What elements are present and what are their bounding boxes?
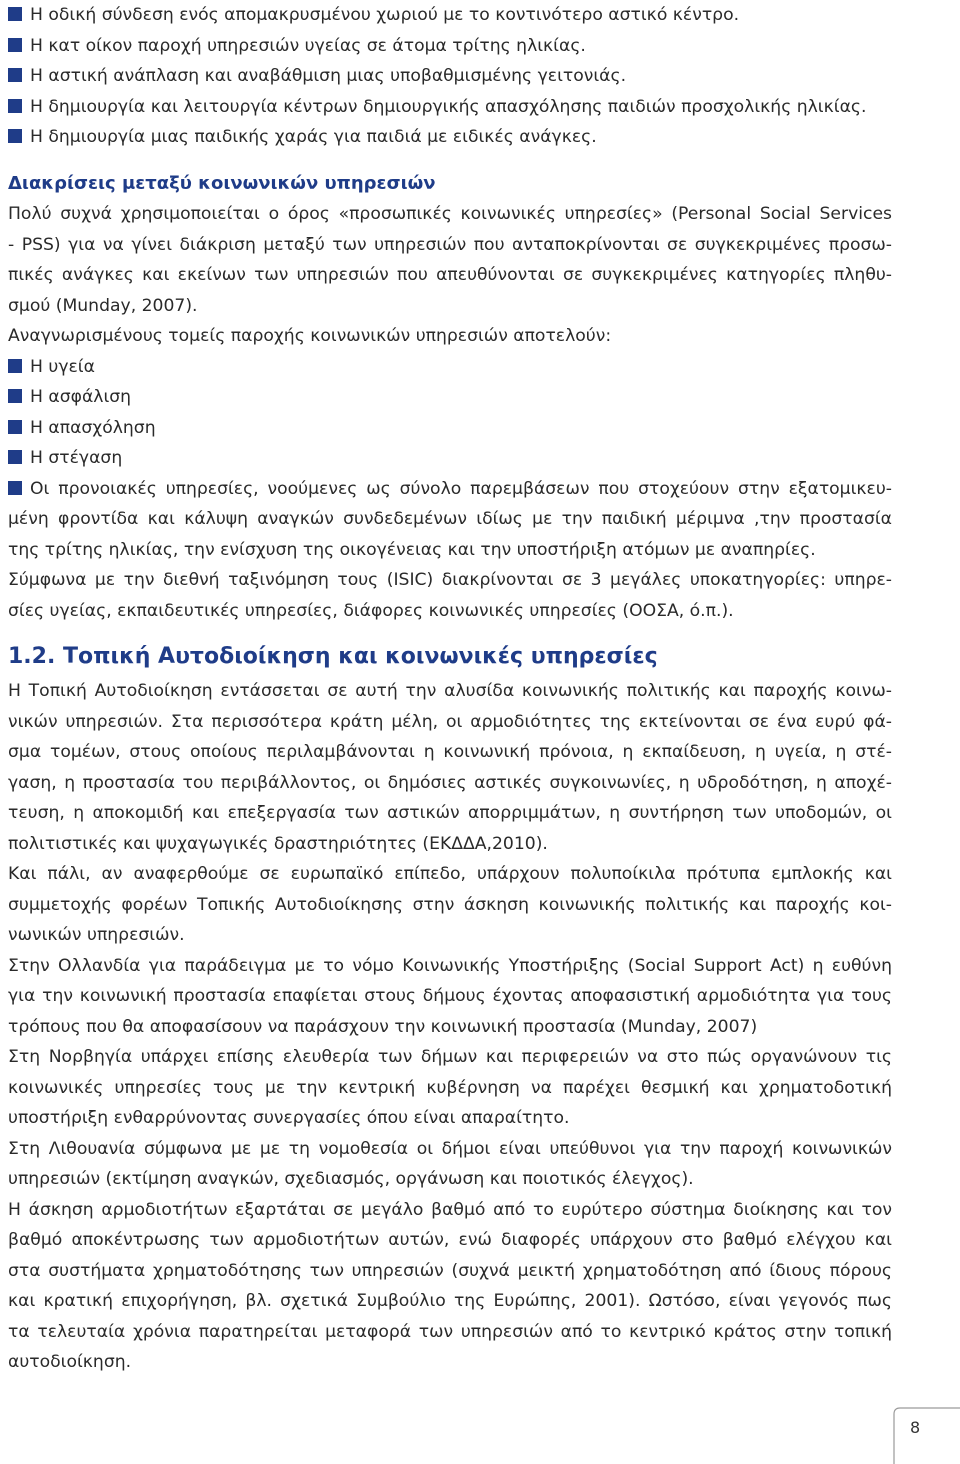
square-bullet-icon [8,420,22,434]
list-item: Η οδική σύνδεση ενός απομακρυσμένου χωριού με το κοντινότερο αστικό κέντρο. [8,0,892,31]
list-item: Η στέγαση [8,443,892,474]
paragraph-lithuania: Στη Λιθουανία σύμφωνα με με τη νομοθεσία οι δήμοι είναι υπεύθυνοι για την παροχή κοινωνικών υπηρεσιών (εκτίμηση αναγκών, σχεδιασμός, οργάνωση και ποιοτικός έλεγχος). [8,1138,892,1189]
paragraph-local-government: Η Τοπική Αυτοδιοίκηση εντάσσεται σε αυτή την αλυσίδα κοινωνικής πολιτικής και παροχής κοινω- νικών υπηρεσιών. Στα περισσότερα κράτη μέλη, οι αρμοδιότητες της εκτείνονται σε ένα ευρύ φά- σμα τομέων, στους οποίους περιλαμβάνονται η κοινωνική πρόνοια, η εκπαίδευση, η υγεία, η στέ- γαση, η προστασία του περιβάλλοντος, οι δημόσιες αστικές συγκοινωνίες, η υδροδότηση, η αποχέ- τευση, η αποκομιδή και επεξεργασία των αστικών απορριμμάτων, η συντήρηση των υποδομών, οι πολιτιστικές και ψυχαγωγικές δραστηριότητες (ΕΚΔΔΑ,2010). [8,681,892,854]
page-number-tab [880,1400,960,1464]
list-item: Η αστική ανάπλαση και αναβάθμιση μιας υποβαθμισμένης γειτονιάς. [8,61,892,92]
square-bullet-icon [8,481,22,495]
sector-bullet-list [8,352,892,566]
square-bullet-icon [8,129,22,143]
square-bullet-icon [8,38,22,52]
square-bullet-icon [8,99,22,113]
paragraph-norway: Στη Νορβηγία υπάρχει επίσης ελευθερία των δήμων και περιφερειών να στο πώς οργανώνουν τις κοινωνικές υπηρεσίες τους με την κεντρική κυβέρνηση να παρέχει θεσμική και χρηματοδοτική υποστήριξη ενθαρρύνοντας συνεργασίες όπου είναι απαραίτητο. [8,1047,892,1128]
list-item: Η κατ οίκον παροχή υπηρεσιών υγείας σε άτομα τρίτης ηλικίας. [8,31,892,62]
section-heading: Διακρίσεις μεταξύ κοινωνικών υπηρεσιών [8,172,436,194]
intro-bullet-list [8,0,892,153]
chapter-heading: 1.2. Τοπική Αυτοδιοίκηση και κοινωνικές υπηρεσίες [8,644,658,669]
square-bullet-icon [8,68,22,82]
page-number: 8 [910,1418,921,1437]
list-item: Η δημιουργία και λειτουργία κέντρων δημιουργικής απασχόλησης παιδιών προσχολικής ηλικίας. [8,92,892,123]
square-bullet-icon [8,450,22,464]
paragraph-isic: Σύμφωνα με την διεθνή ταξινόμηση τους (ISIC) διακρίνονται σε 3 μεγάλες υποκατηγορίες: υπηρε- σίες υγείας, εκπαιδευτικές υπηρεσίες, διάφορες κοινωνικές υπηρεσίες (ΟΟΣΑ, ό.π.). [8,570,892,621]
list-item: Η υγεία [8,352,892,383]
square-bullet-icon [8,359,22,373]
paragraph-competences: Η άσκηση αρμοδιοτήτων εξαρτάται σε μεγάλο βαθμό από το ευρύτερο σύστημα διοίκησης και τον βαθμό αποκέντρωσης των αρμοδιοτήτων αυτών, ενώ διαφορές υπάρχουν στο βαθμό ελέγχου και στα συστήματα χρηματοδότησης των υπηρεσιών (συχνά μεικτή χρηματοδότηση από ίδιους πόρους και κρατική επιχορήγηση, βλ. σχετικά Συμβούλιο της Ευρώπης, 2001). Ωστόσο, είναι γεγονός πως τα τελευταία χρόνια παρατηρείται μεταφορά των υπηρεσιών από το κεντρικό κράτος στην τοπική αυτοδιοίκηση. [8,1199,892,1372]
list-item: Η απασχόληση [8,413,892,444]
paragraph-sectors-intro: Αναγνωρισμένους τομείς παροχής κοινωνικών υπηρεσιών αποτελούν: [8,326,612,346]
square-bullet-icon [8,7,22,21]
document-page [8,0,892,1378]
paragraph-pss: Πολύ συχνά χρησιμοποιείται ο όρος «προσωπικές κοινωνικές υπηρεσίες» (Personal Social Services - PSS) για να γίνει διάκριση μεταξύ των υπηρεσιών που ανταποκρίνονται σε συγκεκριμένες προσω- πικές ανάγκες και εκείνων των υπηρεσιών που απευθύνονται σε συγκεκριμένες κατηγορίες πληθυ- σμού (Munday, 2007). [8,204,892,316]
paragraph-european-level: Και πάλι, αν αναφερθούμε σε ευρωπαϊκό επίπεδο, υπάρχουν πολυποίκιλα πρότυπα εμπλοκής και συμμετοχής φορέων Τοπικής Αυτοδιοίκησης στην άσκηση κοινωνικής πολιτικής και παροχής κοι- νωνικών υπηρεσιών. [8,864,892,945]
list-item: Η ασφάλιση [8,382,892,413]
list-item: Η δημιουργία μιας παιδικής χαράς για παιδιά με ειδικές ανάγκες. [8,122,892,153]
list-item: Οι προνοιακές υπηρεσίες, νοούμενες ως σύνολο παρεμβάσεων που στοχεύουν στην εξατομικευ- μένη φροντίδα και κάλυψη αναγκών συνδεδεμένων ιδίως με την παιδική μέριμνα ,την προστασία της τρίτης ηλικίας, την ενίσχυση της οικογένειας και την υποστήριξη ατόμων με αναπηρίες. [8,478,892,560]
square-bullet-icon [8,389,22,403]
paragraph-netherlands: Στην Ολλανδία για παράδειγμα με το νόμο Κοινωνικής Υποστήριξης (Social Support Act) η ευθύνη για την κοινωνική προστασία επαφίεται στους δήμους έχοντας αποφασιστική αρμοδιότητα για τους τρόπους που θα αποφασίσουν να παράσχουν την κοινωνική προστασία (Munday, 2007) [8,955,892,1037]
